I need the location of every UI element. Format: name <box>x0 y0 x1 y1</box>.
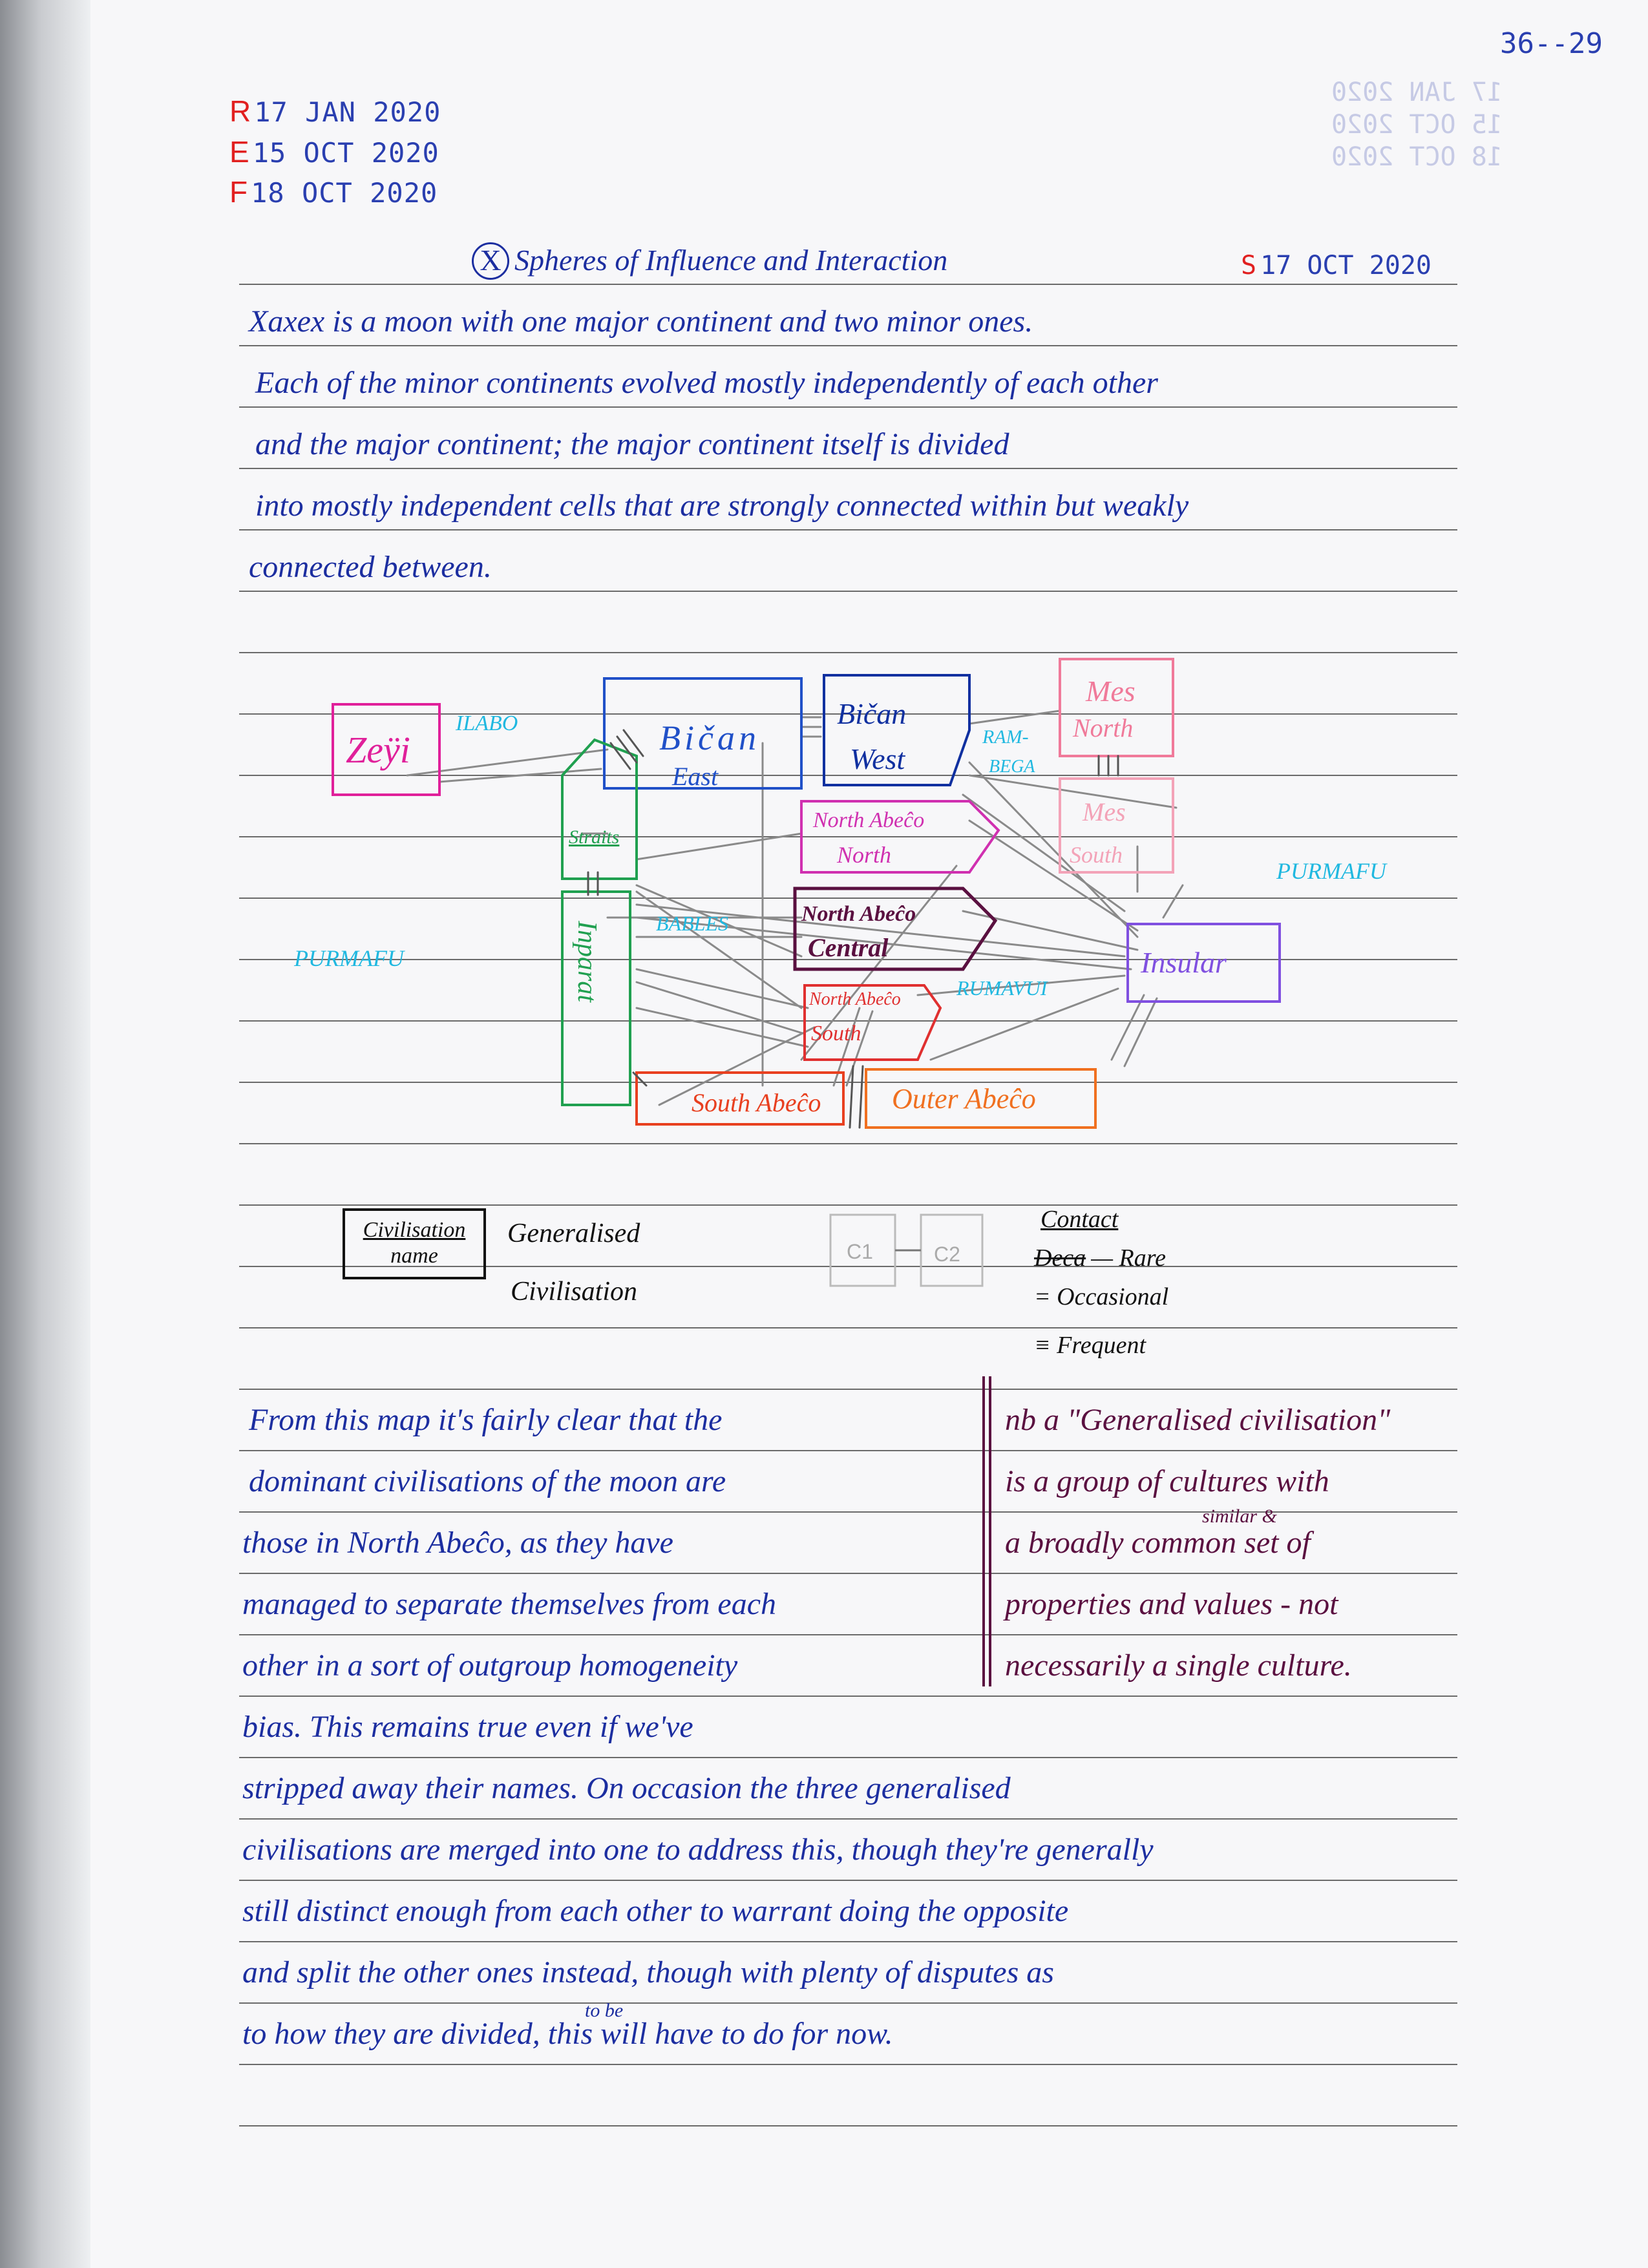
right-column-insert: similar & <box>1202 1506 1277 1527</box>
straits-label: Straits <box>569 826 620 848</box>
left-column-line: dominant civilisations of the moon are <box>249 1464 726 1498</box>
nab-north-label: North Abeĉo <box>813 808 925 832</box>
intro-line: connected between. <box>249 550 492 584</box>
contact-occasional: = Occasional <box>1034 1283 1169 1310</box>
straits-box <box>562 740 637 879</box>
page-number: 36--29 <box>1500 27 1603 60</box>
insular-label: Insular <box>1141 946 1227 979</box>
right-column-line: nb a "Generalised civilisation" <box>1005 1403 1391 1437</box>
sea-label-purmafu-west: PURMAFU <box>294 945 404 971</box>
x-circle-icon: X <box>472 242 509 280</box>
s-date: 17 OCT 2020 <box>1260 251 1431 280</box>
sea-label-ilabo: ILABO <box>456 711 518 735</box>
sea-label-rumavui: RUMAVUI <box>956 976 1048 1000</box>
mes-south-label: Mes <box>1083 797 1126 826</box>
right-column-line: necessarily a single culture. <box>1005 1648 1352 1683</box>
ref-letter: F <box>229 175 249 209</box>
ref-letter: E <box>229 135 250 169</box>
nab-north-sub: North <box>837 842 892 868</box>
bican-west-label: Bičan <box>837 697 907 730</box>
nab-south-sub: South <box>811 1022 861 1045</box>
sea-label-rambega-2: BEGA <box>989 757 1035 777</box>
zeyi-label: Zeÿi <box>346 729 410 771</box>
contact-title: Contact <box>1041 1206 1119 1233</box>
ref-letter: R <box>229 94 252 128</box>
legend-box <box>343 1208 486 1279</box>
ref-date: 17 JAN 2020 <box>254 96 441 128</box>
legend-meaning-1: Generalised <box>507 1219 640 1248</box>
right-column-line: is a group of cultures with <box>1005 1464 1329 1498</box>
bican-west-sub: West <box>850 742 905 775</box>
intro-line: and the major continent; the major continent itself is divided <box>255 427 1009 461</box>
struck-word: Deca <box>1034 1244 1086 1272</box>
ref-date: 15 OCT 2020 <box>252 137 439 169</box>
bican-east-label: Bičan <box>659 719 760 757</box>
sea-label-rambega-1: RAM- <box>982 726 1029 748</box>
closing-line: still distinct enough from each other to warrant doing the opposite <box>242 1894 1069 1928</box>
south-abeco-label: South Abeĉo <box>692 1088 821 1117</box>
s-letter: S <box>1241 251 1257 280</box>
contact-frequent: ≡ Frequent <box>1034 1332 1146 1359</box>
title-text: Spheres of Influence and Interaction <box>514 244 948 277</box>
mes-north-sub: North <box>1073 713 1134 742</box>
bleed-through-stamp: 15 OCT 2020 <box>1331 110 1503 140</box>
bleed-through-stamp: 18 OCT 2020 <box>1331 142 1503 172</box>
left-column-line: managed to separate themselves from each <box>242 1587 777 1621</box>
legend-meaning-2: Civilisation <box>511 1277 638 1307</box>
ref-date: 18 OCT 2020 <box>251 177 438 209</box>
mes-north-label: Mes <box>1086 675 1136 708</box>
intro-line: Each of the minor continents evolved mostly independently of each other <box>255 366 1158 400</box>
closing-line: civilisations are merged into one to address this, though they're generally <box>242 1832 1154 1867</box>
right-column-line: a broadly common set of <box>1005 1526 1311 1560</box>
intro-line: Xaxex is a moon with one major continent and two minor ones. <box>249 304 1033 339</box>
nab-south-label: North Abeĉo <box>809 989 901 1009</box>
sea-label-bables: BABLES <box>656 912 728 935</box>
bican-east-sub: East <box>672 762 719 791</box>
closing-line: stripped away their names. On occasion the three generalised <box>242 1771 1011 1805</box>
closing-line: and split the other ones instead, though with plenty of disputes as <box>242 1955 1054 1990</box>
left-column-line: bias. This remains true even if we've <box>242 1710 693 1744</box>
legend-box-line-1: Civilisation <box>363 1218 466 1242</box>
legend-box-line-2: name <box>390 1244 438 1268</box>
left-column-line: From this map it's fairly clear that the <box>249 1403 723 1437</box>
legend-contact-example <box>827 1208 989 1292</box>
right-column-line: properties and values - not <box>1005 1587 1338 1621</box>
outer-abeco-label: Outer Abeĉo <box>892 1083 1036 1115</box>
legend-c2: C2 <box>934 1243 960 1266</box>
left-column-line: those in North Abeĉo, as they have <box>242 1526 673 1560</box>
nab-central-sub: Central <box>808 933 889 962</box>
nab-central-label: North Abeĉo <box>801 902 916 926</box>
sea-label-purmafu-east: PURMAFU <box>1276 858 1386 884</box>
left-column-line: other in a sort of outgroup homogeneity <box>242 1648 738 1683</box>
contact-rare <box>1034 1244 1166 1272</box>
bleed-through-stamp: 17 JAN 2020 <box>1331 78 1503 107</box>
rare-label: — Rare <box>1091 1244 1166 1272</box>
intro-line: into mostly independent cells that are strongly connected within but weakly <box>255 488 1189 523</box>
closing-insert: to be <box>585 2000 624 2021</box>
closing-line: to how they are divided, this will have to do for now. <box>242 2017 893 2051</box>
mes-south-sub: South <box>1070 842 1123 868</box>
legend-c1: C1 <box>847 1240 873 1263</box>
inparat-label: Inparat <box>572 921 602 1002</box>
column-divider <box>982 1376 991 1686</box>
